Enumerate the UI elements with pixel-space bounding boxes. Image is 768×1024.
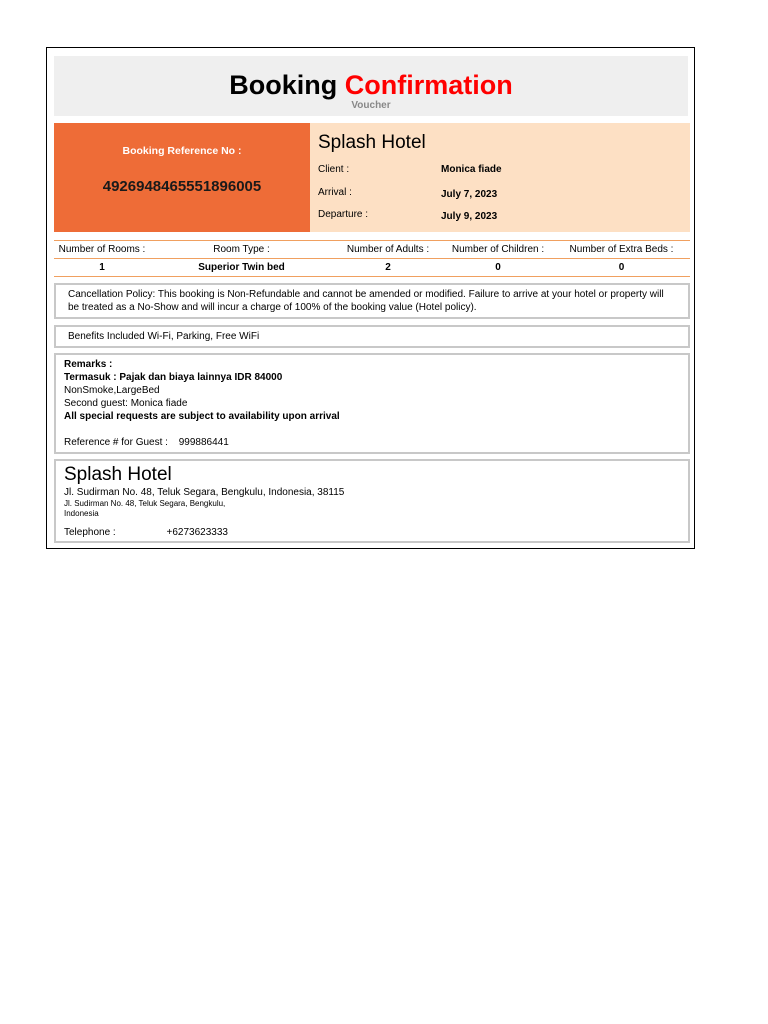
client-label: Client : xyxy=(318,164,350,175)
title-booking: Booking xyxy=(229,70,338,100)
client-value: Monica fiade xyxy=(441,164,502,175)
value-extra-beds: 0 xyxy=(618,262,625,273)
remarks-tax-line: Termasuk : Pajak dan biaya lainnya IDR 84000 xyxy=(64,372,283,383)
room-table-row xyxy=(54,259,690,276)
departure-label: Departure : xyxy=(318,209,369,220)
telephone-label: Telephone : xyxy=(64,527,116,538)
benefits-box xyxy=(54,325,690,348)
guest-reference-value: 999886441 xyxy=(178,437,229,448)
arrival-label: Arrival : xyxy=(318,187,352,198)
remarks-second-guest: Second guest: Monica fiade xyxy=(64,398,188,409)
value-adults: 2 xyxy=(385,262,391,273)
voucher-header xyxy=(54,56,688,116)
footer-telephone xyxy=(64,527,680,538)
header-children: Number of Children : xyxy=(451,244,545,255)
header-extra-beds: Number of Extra Beds : xyxy=(569,244,674,255)
title-confirmation: Confirmation xyxy=(344,70,513,100)
booking-reference-number: 4926948465551896005 xyxy=(102,178,262,195)
room-table-header xyxy=(54,241,690,259)
footer-address: Jl. Sudirman No. 48, Teluk Segara, Bengkulu, Indonesia, 38115 xyxy=(64,487,345,498)
telephone-value: +6273623333 xyxy=(166,527,228,538)
guest-reference-label: Reference # for Guest : xyxy=(64,437,168,448)
value-rooms: 1 xyxy=(99,262,105,273)
header-adults: Number of Adults : xyxy=(346,244,430,255)
cancellation-policy-text: Cancellation Policy: This booking is Non-Refundable and cannot be amended or modified. Failure to arrive at your hotel or property will be treated as a No-Show and will incur a charge of 100% of the booking value (Hotel policy). xyxy=(68,289,664,313)
voucher-subtitle: Voucher xyxy=(351,100,391,111)
footer-address-line3: Indonesia xyxy=(64,509,99,518)
arrival-value: July 7, 2023 xyxy=(441,189,498,200)
footer-address-line2: Jl. Sudirman No. 48, Teluk Segara, Bengkulu, xyxy=(64,499,226,508)
remarks-special-requests: All special requests are subject to availability upon arrival xyxy=(64,411,340,422)
departure-value: July 9, 2023 xyxy=(441,211,498,222)
remarks-box xyxy=(54,353,690,454)
booking-reference-panel xyxy=(54,123,310,232)
hotel-summary-panel xyxy=(310,123,690,232)
remarks-bed-preference: NonSmoke,LargeBed xyxy=(64,385,160,396)
booking-reference-label: Booking Reference No : xyxy=(122,145,242,157)
booking-voucher xyxy=(46,47,695,549)
remarks-title: Remarks : xyxy=(64,359,113,370)
header-rooms: Number of Rooms : xyxy=(58,244,146,255)
benefits-text: Benefits Included Wi-Fi, Parking, Free WiFi xyxy=(68,331,260,342)
hotel-name: Splash Hotel xyxy=(318,132,426,153)
value-children: 0 xyxy=(495,262,501,273)
room-details-table xyxy=(54,240,690,277)
footer-hotel-name: Splash Hotel xyxy=(64,464,172,485)
hotel-contact-box xyxy=(54,459,690,543)
page-title xyxy=(54,70,688,100)
guest-reference xyxy=(64,436,680,449)
cancellation-policy xyxy=(54,283,690,319)
header-room-type: Room Type : xyxy=(213,244,270,255)
value-room-type: Superior Twin bed xyxy=(198,262,285,273)
